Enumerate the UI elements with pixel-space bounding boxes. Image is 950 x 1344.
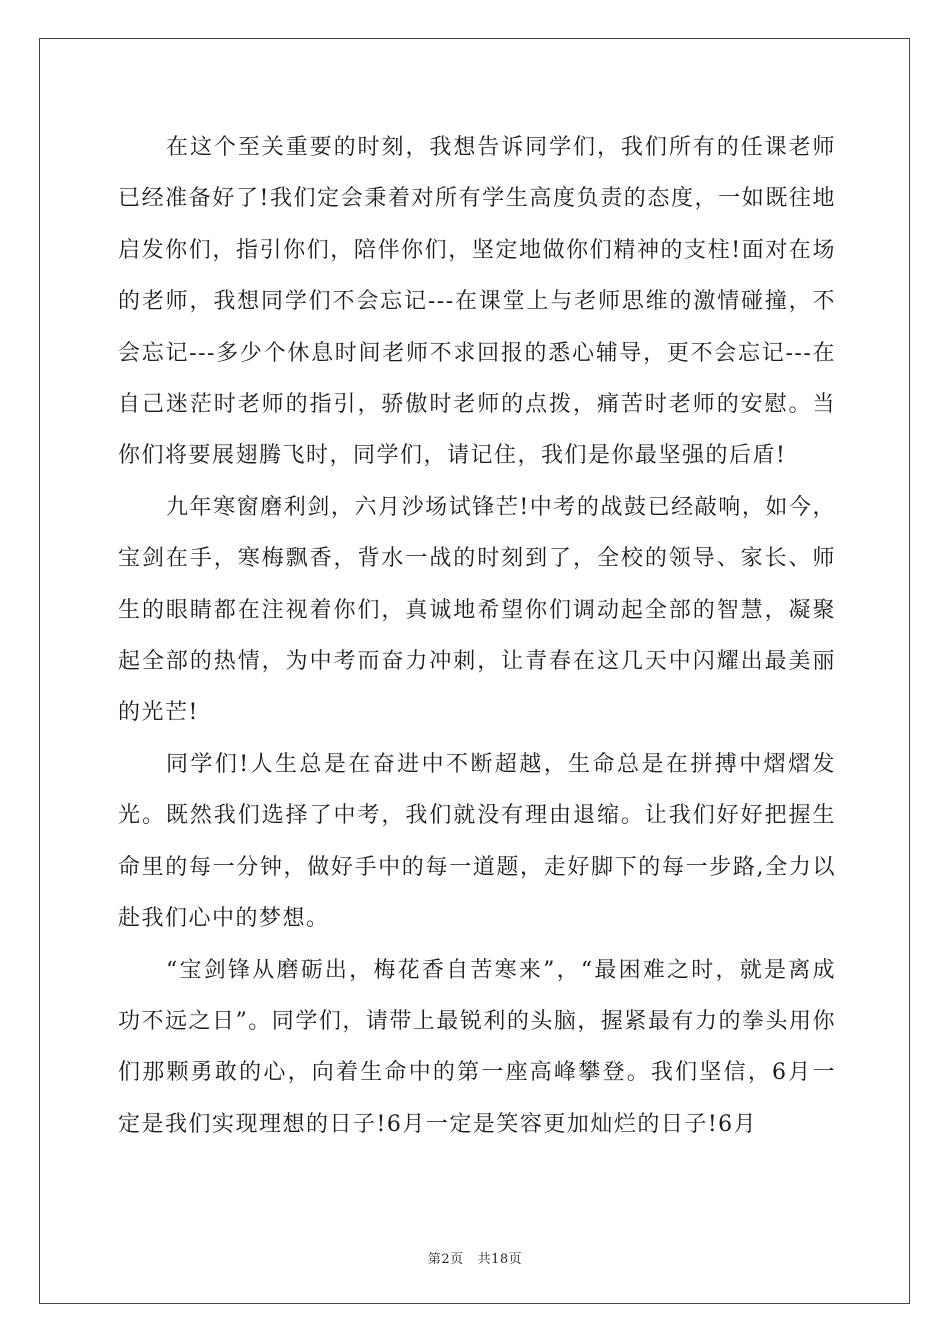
paragraph-4: “宝剑锋从磨砺出，梅花香自苦寒来”，“最困难之时，就是离成功不远之日”。同学们，请带上最锐利的头脑，握紧最有力的拳头用你们那颗勇敢的心，向着生命中的第一座高峰攀登。我们坚信，6月一定是我们实现理想的日子!6月一定是笑容更加灿烂的日子!6月 bbox=[118, 957, 836, 1137]
paragraph-1: 在这个至关重要的时刻，我想告诉同学们，我们所有的任课老师已经准备好了!我们定会秉着对所有学生高度负责的态度，一如既往地启发你们，指引你们，陪伴你们，坚定地做你们精神的支柱!面对在场的老师，我想同学们不会忘记---在课堂上与老师思维的激情碰撞，不会忘记---多少个休息时间老师不求回报的悉心辅导，更不会忘记---在自己迷茫时老师的指引，骄傲时老师的点拨，痛苦时老师的安慰。当你们将要展翅腾飞时，同学们，请记住，我们是你最坚强的后盾! bbox=[118, 135, 836, 469]
total-page-count: 共18页 bbox=[477, 1252, 523, 1267]
paragraph-3: 同学们!人生总是在奋进中不断超越，生命总是在拼搏中熠熠发光。既然我们选择了中考，我们就没有理由退缩。让我们好好把握生命里的每一分钟，做好手中的每一道题，走好脚下的每一步路,全力以赴我们心中的梦想。 bbox=[118, 751, 836, 932]
page-footer bbox=[0, 1248, 950, 1267]
document-body bbox=[118, 122, 836, 1150]
paragraph-2: 九年寒窗磨利剑，六月沙场试锋芒!中考的战鼓已经敲响，如今，宝剑在手，寒梅飘香，背水一战的时刻到了，全校的领导、家长、师生的眼睛都在注视着你们，真诚地希望你们调动起全部的智慧，凝聚起全部的热情，为中考而奋力冲刺，让青春在这几天中闪耀出最美丽的光芒! bbox=[118, 494, 836, 726]
current-page-number: 第2页 bbox=[427, 1252, 464, 1267]
